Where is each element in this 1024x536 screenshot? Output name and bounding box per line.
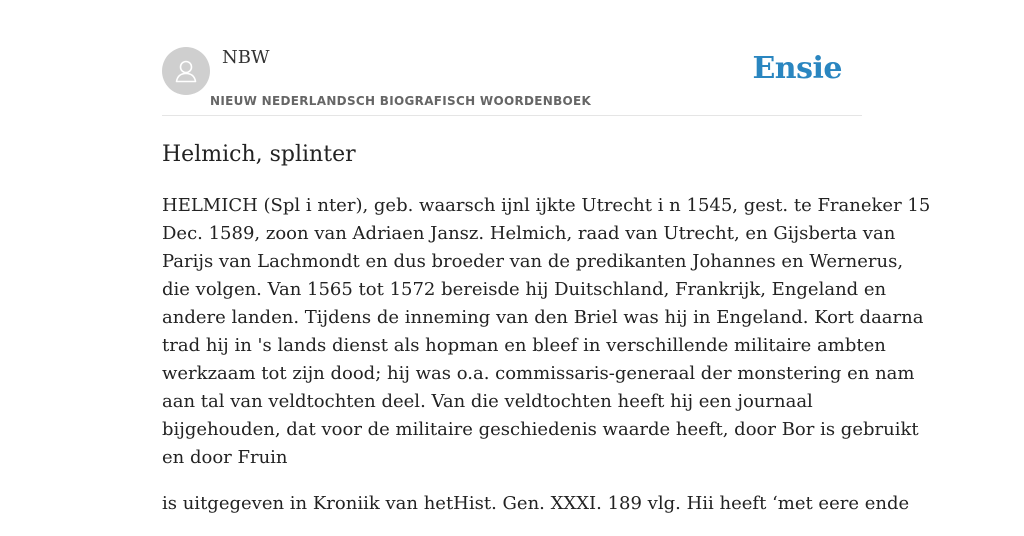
page-title: Helmich, splinter (162, 142, 356, 167)
article-page (162, 0, 931, 514)
text-line: werkzaam tot zijn dood; hij was o.a. commissaris-generaal der monstering en nam (162, 363, 915, 384)
source-avatar[interactable] (162, 47, 210, 95)
article-paragraph (162, 490, 910, 518)
text-line: Parijs van Lachmondt en dus broeder van de predikanten Johannes en Wernerus, (162, 251, 904, 272)
text-line: en door Fruin (162, 447, 288, 468)
text-line: Dec. 1589, zoon van Adriaen Jansz. Helmich, raad van Utrecht, en Gijsberta van (162, 223, 896, 244)
text-line: trad hij in 's lands dienst als hopman en bleef in verschillende militaire ambten (162, 335, 886, 356)
text-line: HELMICH (Spl i nter), geb. waarsch ijnl ijkte Utrecht i n 1545, gest. te Franeker 15 (162, 195, 931, 216)
article-paragraph (162, 192, 931, 472)
ensie-logo-link[interactable]: Ensie (752, 51, 842, 86)
text-line: bijgehouden, dat voor de militaire geschiedenis waarde heeft, door Bor is gebruikt (162, 419, 919, 440)
source-header (162, 0, 862, 116)
user-icon (173, 58, 199, 84)
article-body (162, 192, 931, 536)
text-line: is uitgegeven in Kroniik van hetHist. Gen. XXXI. 189 vlg. Hii heeft ‘met eere ende (162, 493, 910, 514)
text-line: aan tal van veldtochten deel. Van die veldtochten heeft hij een journaal (162, 391, 813, 412)
text-line: andere landen. Tijdens de inneming van den Briel was hij in Engeland. Kort daarna (162, 307, 924, 328)
text-line: die volgen. Van 1565 tot 1572 bereisde hij Duitschland, Frankrijk, Engeland en (162, 279, 887, 300)
source-name-link[interactable]: NBW (222, 47, 270, 68)
source-full-name: NIEUW NEDERLANDSCH BIOGRAFISCH WOORDENBOEK (210, 94, 592, 108)
